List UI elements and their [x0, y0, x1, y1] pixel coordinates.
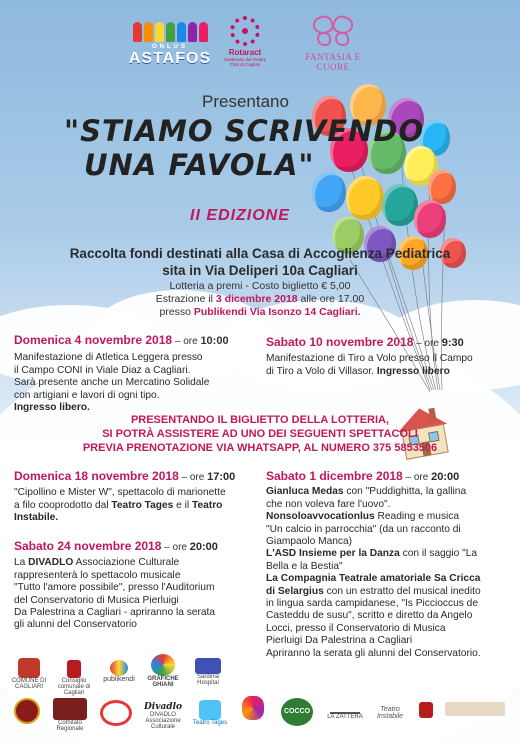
sponsor-label: Sardinia Hospital [196, 674, 219, 686]
event-desc: del Conservatorio di Musica Pierluigi [14, 594, 179, 606]
event-time-prefix: – ore [161, 542, 190, 553]
event-desc: e il [173, 499, 193, 511]
event-title [64, 114, 444, 182]
balloon [414, 200, 446, 238]
lottery-draw [0, 293, 520, 305]
sponsor-logo [370, 706, 410, 720]
sponsor-label: GRAFICHE GHIANI [147, 676, 179, 688]
hospital-icon [195, 658, 221, 674]
event-block-4 [14, 540, 264, 632]
event-desc: Da Palestrina a Cagliari - apriranno la serata [14, 607, 216, 619]
divadlo-wordmark: Divadlo [144, 702, 182, 712]
event-desc: Manifestazione di Atletica Leggera presso [14, 352, 203, 364]
event-time: 10:00 [200, 335, 229, 347]
cocco-badge: COCCO [281, 698, 313, 726]
event-desc: Bella e la Bestia" [266, 560, 343, 572]
event-desc: a filo cooprodotto dal [14, 499, 112, 511]
rotaract-name: Rotaract [228, 48, 262, 57]
event-date: Sabato 1 dicembre 2018 [266, 469, 403, 483]
sponsor-logo [10, 658, 48, 690]
event-time-prefix: – ore [172, 336, 201, 347]
event-desc: Giampaolo Manca) [266, 536, 353, 548]
event-desc-bold: Teatro Tages [111, 499, 174, 511]
event-desc: di Tiro a Volo di Villasor. [266, 365, 377, 377]
lottery-cost: Lotteria a premi - Costo biglietto € 5,00 [169, 280, 351, 292]
balloon [382, 184, 418, 226]
fantasia-name: FANTASIA E CUORE [305, 52, 361, 72]
rotaract-sub-1: Sostenuto dal Rotary [223, 57, 267, 62]
sponsor-logo [186, 658, 230, 686]
event-desc: Associazione Culturale [73, 557, 180, 569]
event-desc: gli alunni del Conservatorio [14, 619, 137, 631]
crest-icon [419, 702, 433, 718]
sponsor-logo [416, 702, 436, 718]
edition-label: II EDIZIONE [190, 207, 290, 224]
event-time: 17:00 [207, 471, 236, 483]
banner-icon [445, 702, 505, 716]
event-date: Domenica 18 novembre 2018 [14, 469, 179, 483]
event-date: Sabato 24 novembre 2018 [14, 539, 162, 553]
sponsor-logo [50, 698, 90, 732]
event-desc: Apriranno la serata gli alunni del Conservatorio. [266, 647, 481, 659]
event-desc-bold: Nonsoloavvocationlus [266, 511, 375, 523]
event-desc: La [14, 557, 29, 569]
coat-of-arms-icon [18, 658, 40, 678]
event-desc: con il saggio "La [399, 548, 478, 560]
event-desc: che non voleva fare l'uovo". [266, 498, 391, 510]
event-time-prefix: – ore [402, 472, 432, 483]
crest-icon [67, 660, 81, 678]
draw-post: alle ore 17.00 [297, 293, 365, 305]
lottery-place [0, 306, 520, 318]
balloon [346, 176, 384, 220]
sponsor-logo [140, 702, 186, 730]
sponsor-logo [236, 696, 270, 720]
place-name: Publikendi Via Isonzo 14 Cagliari. [193, 306, 361, 318]
event-date: Sabato 10 novembre 2018 [266, 335, 414, 349]
title-line-1: "STIAMO SCRIVENDO [64, 114, 425, 148]
tages-icon [199, 700, 221, 720]
event-desc: il Campo CONI in Viale Diaz a Cagliari. [14, 364, 191, 376]
event-desc: Locci, presso il Conservatorio di Musica [266, 622, 446, 634]
raft-icon [330, 706, 360, 714]
event-desc-bold: Instabile. [14, 512, 59, 524]
ghiani-icon [151, 654, 175, 676]
event-time: 20:00 [189, 541, 218, 553]
event-time: 9:30 [441, 337, 464, 349]
event-desc: con "Puddighitta, la gallina [343, 486, 467, 498]
place-pre: presso [159, 306, 194, 318]
presentano-heading: Presentano [202, 92, 289, 111]
event-desc: Manifestazione di Tiro a Volo presso il Campo [266, 353, 473, 365]
event-block-2 [266, 336, 516, 378]
event-desc: rappresenterà lo spettacolo musicale [14, 569, 181, 581]
event-block-5 [266, 470, 520, 660]
event-date: Domenica 4 novembre 2018 [14, 333, 173, 347]
event-desc: con artigiani e lavori di ogni tipo. [14, 389, 160, 401]
event-desc: Sarà presente anche un Mercatino Solidale [14, 377, 210, 389]
event-desc: Pierluigi Da Palestrina a Cagliari [266, 635, 413, 647]
event-desc: Casteddu de susu", scritto e diretto da Angelo [266, 610, 473, 622]
sponsor-label: Teatro Tages [192, 720, 228, 726]
sponsor-logo [322, 706, 368, 720]
event-desc: Reading e musica [374, 511, 460, 523]
fundraiser-line-1: Raccolta fondi destinati alla Casa di Accoglienza Pediatrica [69, 246, 451, 261]
comitato-icon [53, 698, 87, 720]
event-entry: Ingresso libero [376, 365, 450, 377]
notice-line-1: PRESENTANDO IL BIGLIETTO DELLA LOTTERIA, [130, 414, 390, 426]
event-desc: con un estratto del musical inedito [323, 585, 481, 597]
publikendi-icon [110, 660, 128, 676]
sponsor-logo [52, 660, 96, 696]
sponsor-logo [96, 660, 142, 683]
club-icon [100, 700, 132, 726]
sponsor-logo [278, 698, 316, 726]
astafos-onlus: ONLUS [152, 44, 188, 50]
event-desc-bold: di Selargius [266, 585, 324, 597]
seal-icon [14, 698, 40, 724]
notice-line-3: PREVIA PRENOTAZIONE VIA WHATSAPP, AL NUMERO 375 5853506 [82, 442, 438, 454]
event-entry: Ingresso libero. [14, 402, 90, 414]
sponsor-logo [144, 654, 182, 688]
rotaract-sub-2: Club di Cagliari [229, 62, 261, 67]
event-time-prefix: – ore [413, 338, 442, 349]
sponsor-label: DIVADLO Associazione Culturale [145, 712, 181, 730]
event-desc-bold: L'ASD Insieme per la Danza [266, 548, 400, 560]
event-time: 20:00 [431, 471, 460, 483]
fundraiser-line-2: sita in Via Deliperi 10a Cagliari [162, 263, 358, 278]
sponsor-label: Teatro Instabile [376, 706, 404, 720]
event-desc-bold: La Compagnia Teatrale amatoriale Sa Cricca [266, 573, 481, 585]
sponsor-label: Consiglio comunale di Cagliari [57, 678, 91, 696]
event-desc-bold: Teatro [192, 499, 223, 511]
sponsor-logo [96, 700, 136, 726]
sponsor-label: publikendi [103, 676, 135, 683]
event-desc-bold: DIVADLO [28, 557, 74, 569]
sponsor-logo [440, 702, 510, 716]
sponsor-logo [190, 700, 230, 726]
event-desc: in lingua sarda campidanese, "Is Piccioccus de [266, 598, 479, 610]
sponsor-label: Comitato Regionale [56, 720, 84, 732]
event-desc: "Cipollino e Mister W", spettacolo di marionette [14, 487, 226, 499]
event-time-prefix: – ore [178, 472, 208, 483]
draw-date: 3 dicembre 2018 [215, 293, 298, 305]
astafos-name: ASTAFOS [128, 50, 212, 67]
title-line-2: UNA FAVOLA" [84, 148, 315, 182]
event-block-1 [14, 334, 264, 414]
notice-line-2: SI POTRÀ ASSISTERE AD UNO DEI SEGUENTI SPETTACOLI [102, 428, 418, 440]
event-block-3 [14, 470, 264, 525]
event-desc: "Un calcio in parrocchia" (da un racconto di [266, 523, 461, 535]
sponsor-label: COMUNE DI CAGLIARI [11, 678, 47, 690]
event-desc-bold: Gianluca Medas [266, 486, 344, 498]
event-desc: "Tutto l'amore possibile", presso l'Auditorium [14, 582, 215, 594]
sponsor-logo [10, 698, 44, 724]
draw-pre: Estrazione il [155, 293, 216, 305]
sponsor-label: LA ZATTERA [327, 714, 363, 720]
ribbon-icon [242, 696, 264, 720]
